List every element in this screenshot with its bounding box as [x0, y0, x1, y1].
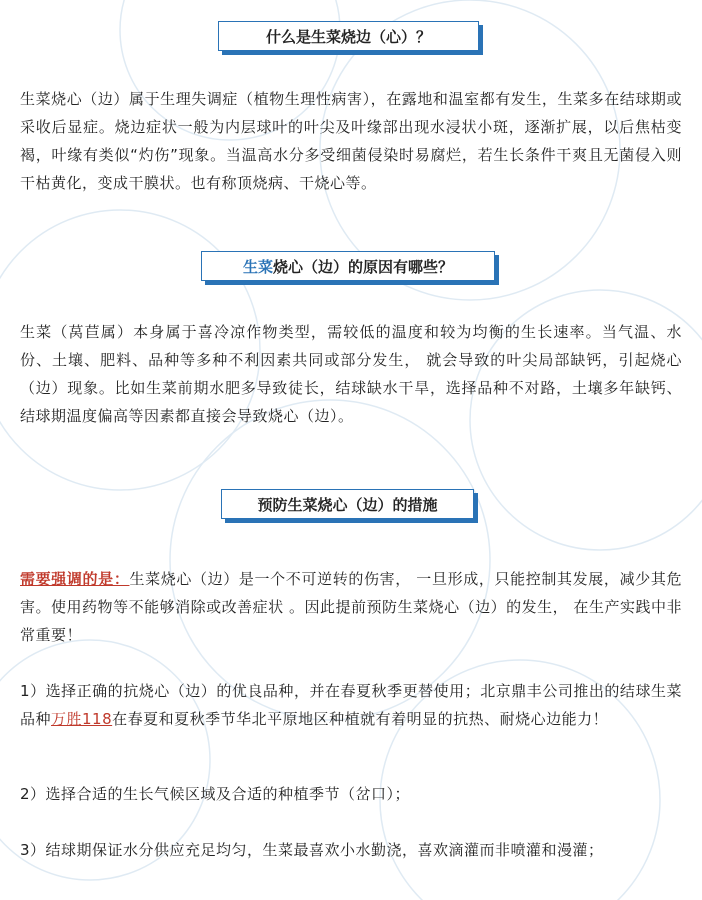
- variety-link[interactable]: 万胜118: [51, 710, 113, 728]
- heading-rest-text: 烧心（边）的原因有哪些？: [273, 258, 454, 276]
- paragraph-definition: 生菜烧心（边）属于生理失调症（植物生理性病害），在露地和温室都有发生，生菜多在结球期或采收后显症。烧边症状一般为内层球叶的叶尖及叶缘部出现水浸状小斑，逐渐扩展，以后焦枯变褐，叶缘有类似“灼伤”现象。当温高水分多受细菌侵染时易腐烂，若生长条件干爽且无菌侵入则干枯黄化，变成干膜状。也有称顶烧病、干烧心等。: [20, 90, 682, 192]
- section-heading-causes: [201, 251, 495, 281]
- list-item-1: [20, 677, 682, 733]
- list-item-1-text-after: 在春夏和夏秋季节华北平原地区种植就有着明显的抗热、耐烧心边能力！: [112, 710, 609, 728]
- heading-accent-text: 生菜: [242, 258, 273, 276]
- list-item-2: 2）选择合适的生长气候区域及合适的种植季节（岔口）；: [20, 785, 411, 803]
- section-heading-prevention: [221, 489, 474, 519]
- paragraph-causes: 生菜（莴苣属）本身属于喜冷凉作物类型，需较低的温度和较为均衡的生长速率。当气温、水份、土壤、肥料、品种等多种不利因素共同或部分发生， 就会导致的叶尖局部缺钙，引起烧心（边）现象。比如生菜前期水肥多导致徒长，结球缺水干旱，选择品种不对路，土壤多年缺钙、结球期温度偏高等因素都直接会导致烧心（边）。: [20, 323, 682, 425]
- emphasis-text: 生菜烧心（边）是一个不可逆转的伤害， 一旦形成，只能控制其发展，减少其危害。使用药物等不能够消除或改善症状 。因此提前预防生菜烧心（边）的发生， 在生产实践中非常重要！: [20, 570, 682, 644]
- section-heading-what-is: [218, 21, 479, 51]
- list-item-1-text-before: 1）选择正确的抗烧心（边）的优良品种，并在春夏秋季更替使用；北京鼎丰公司推出的结球生菜品种: [20, 682, 682, 728]
- paragraph-emphasis: [20, 565, 682, 649]
- section-heading-text: 预防生菜烧心（边）的措施: [257, 496, 438, 514]
- emphasis-label: 需要强调的是：: [20, 570, 130, 588]
- section-heading-text: 什么是生菜烧边（心）？: [265, 28, 431, 46]
- list-item-3: 3）结球期保证水分供应充足均匀，生菜最喜欢小水勤浇，喜欢滴灌而非喷灌和漫灌；: [20, 841, 604, 859]
